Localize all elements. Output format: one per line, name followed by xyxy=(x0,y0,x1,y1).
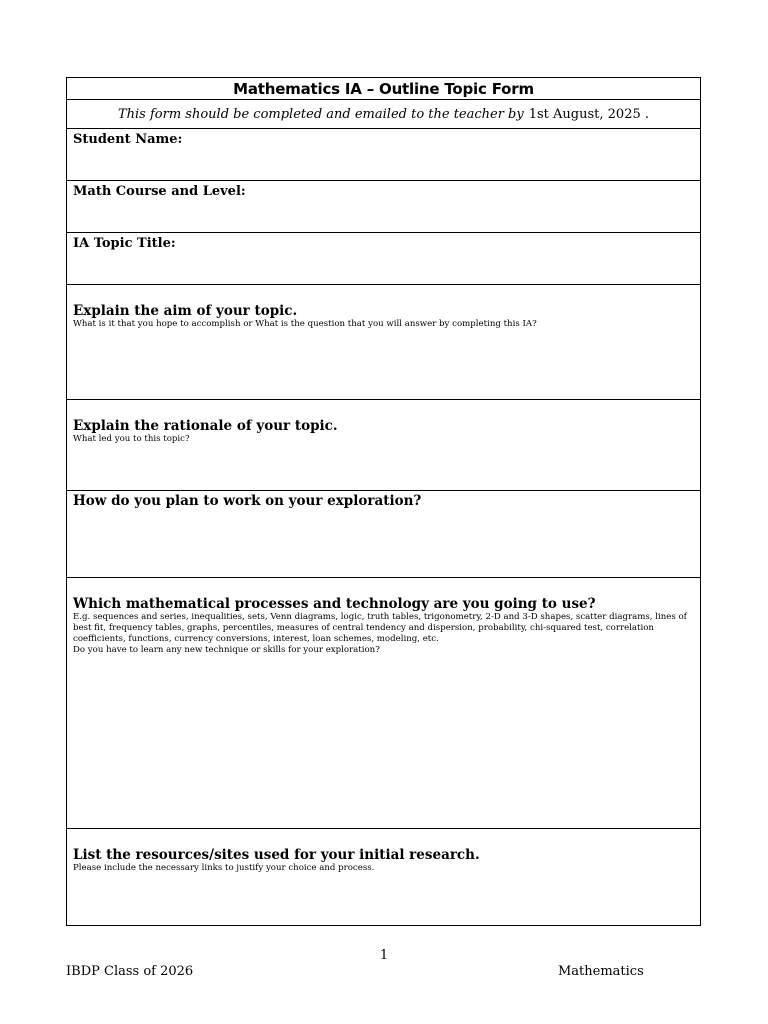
form-title: Mathematics IA – Outline Topic Form xyxy=(233,79,534,98)
rationale-question: Explain the rationale of your topic. xyxy=(73,418,338,434)
student-name-field[interactable] xyxy=(67,128,700,180)
form-title-row xyxy=(67,78,700,99)
plan-section[interactable] xyxy=(67,490,700,577)
processes-hint-line-3: coefficients, functions, currency conversions, interest, loan schemes, modeling, etc. xyxy=(73,634,439,644)
aim-question: Explain the aim of your topic. xyxy=(73,303,298,319)
instruction-text: This form should be completed and emailed to the teacher by xyxy=(117,106,524,122)
rationale-hint: What led you to this topic? xyxy=(73,434,190,444)
outline-topic-form xyxy=(66,77,701,926)
processes-question: Which mathematical processes and technology are you going to use? xyxy=(73,596,596,612)
resources-hint: Please include the necessary links to justify your choice and process. xyxy=(73,863,375,873)
processes-section[interactable] xyxy=(67,577,700,828)
student-name-label: Student Name: xyxy=(73,132,183,147)
processes-hint-line-4: Do you have to learn any new technique or skills for your exploration? xyxy=(73,645,380,655)
footer-class-label: IBDP Class of 2026 xyxy=(66,964,194,979)
rationale-section[interactable] xyxy=(67,399,700,490)
math-course-field[interactable] xyxy=(67,180,700,232)
processes-hint-line-1: E.g. sequences and series, inequalities, sets, Venn diagrams, logic, truth tables, trigonometry, 2-D and 3-D shapes, scatter diagrams, lines of xyxy=(73,612,687,622)
instruction-row xyxy=(67,99,700,128)
page-number: 1 xyxy=(379,948,389,963)
aim-hint: What is it that you hope to accomplish or What is the question that you will answer by completing this IA? xyxy=(73,319,537,329)
ia-topic-title-field[interactable] xyxy=(67,232,700,284)
footer-subject-label: Mathematics xyxy=(558,964,644,979)
due-date: 1st August, 2025 . xyxy=(528,106,649,122)
resources-section[interactable] xyxy=(67,828,700,925)
processes-hint-line-2: best fit, frequency tables, graphs, percentiles, measures of central tendency and dispersion, probability, chi-squared test, correlation xyxy=(73,623,654,633)
aim-section[interactable] xyxy=(67,284,700,399)
plan-question: How do you plan to work on your exploration? xyxy=(73,493,422,509)
ia-topic-title-label: IA Topic Title: xyxy=(73,236,176,251)
math-course-label: Math Course and Level: xyxy=(73,184,246,199)
resources-question: List the resources/sites used for your initial research. xyxy=(73,847,480,863)
